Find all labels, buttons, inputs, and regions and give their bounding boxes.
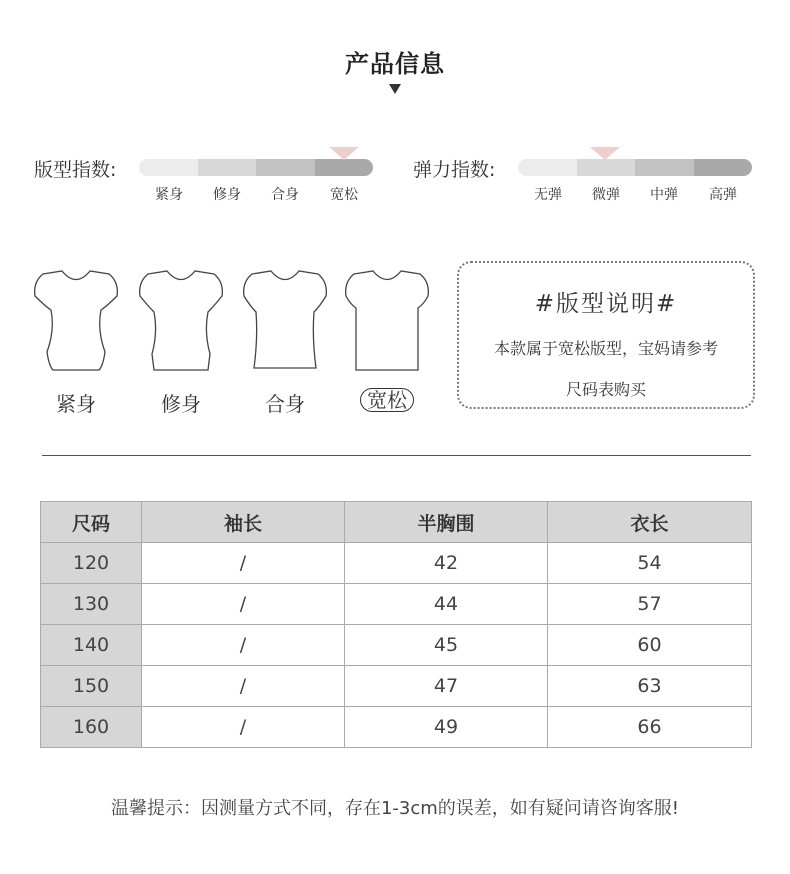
fit-index-segment [198,159,257,176]
stretch-index-segment [577,159,636,176]
cell-sleeve: / [142,584,345,625]
size-table [40,501,752,748]
fit-index-segment [315,159,374,176]
shirt-label-slim: 修身 [161,392,201,416]
fit-index-pointer-icon [329,147,359,160]
page-title: 产品信息 [345,50,445,78]
cell-sleeve: / [142,543,345,584]
fit-index-levels [139,184,373,204]
table-row [41,707,752,748]
stretch-index-segment [518,159,577,176]
shirt-label-loose-selected [351,388,423,412]
stretch-level-slight: 微弹 [592,187,620,203]
fit-index-label: 版型指数: [34,159,117,181]
shirt-label-regular: 合身 [265,392,305,416]
stretch-level-medium: 中弹 [650,187,678,203]
header-half-chest: 半胸围 [345,502,548,543]
stretch-level-none: 无弹 [534,187,562,203]
stretch-index-pointer-icon [590,147,620,160]
cell-chest: 47 [345,666,548,707]
fit-level-tight: 紧身 [155,187,183,203]
measurement-tip: 温馨提示：因测量方式不同，存在1-3cm的误差，如有疑问请咨询客服! [110,798,680,819]
stretch-index-bar [518,159,752,176]
fit-note-line2: 尺码表购买 [565,380,646,399]
fit-note-box [457,261,755,409]
slim-shirt-icon [138,268,224,372]
cell-size: 150 [41,666,142,707]
table-row [41,584,752,625]
fit-note-title: #版型说明# [534,291,678,317]
cell-sleeve: / [142,707,345,748]
cell-size: 160 [41,707,142,748]
shirt-label-tight: 紧身 [56,392,96,416]
cell-chest: 44 [345,584,548,625]
stretch-level-high: 高弹 [709,187,737,203]
size-table-header [41,502,752,543]
loose-shirt-icon [344,268,430,372]
cell-size: 120 [41,543,142,584]
regular-shirt-icon [242,268,328,372]
section-divider [42,455,751,456]
cell-chest: 49 [345,707,548,748]
cell-length: 63 [548,666,752,707]
fit-level-loose: 宽松 [330,187,358,203]
stretch-index-levels [518,184,752,204]
stretch-index-label: 弹力指数: [413,159,496,181]
shirt-label-loose: 宽松 [360,388,414,412]
header-size: 尺码 [41,502,142,543]
fit-level-slim: 修身 [213,187,241,203]
cell-chest: 45 [345,625,548,666]
fit-index-segment [139,159,198,176]
cell-length: 57 [548,584,752,625]
cell-sleeve: / [142,666,345,707]
stretch-index-segment [635,159,694,176]
fit-index-segment [256,159,315,176]
header-length: 衣长 [548,502,752,543]
cell-length: 60 [548,625,752,666]
cell-length: 66 [548,707,752,748]
tight-shirt-icon [33,268,119,372]
fit-index-bar [139,159,373,176]
fit-level-regular: 合身 [271,187,299,203]
table-row [41,625,752,666]
header-sleeve-length: 袖长 [142,502,345,543]
table-row [41,666,752,707]
stretch-index-segment [694,159,753,176]
cell-sleeve: / [142,625,345,666]
cell-length: 54 [548,543,752,584]
table-row [41,543,752,584]
fit-note-line1: 本款属于宽松版型，宝妈请参考 [493,339,718,358]
cell-chest: 42 [345,543,548,584]
cell-size: 130 [41,584,142,625]
cell-size: 140 [41,625,142,666]
down-arrow-icon [389,84,401,94]
